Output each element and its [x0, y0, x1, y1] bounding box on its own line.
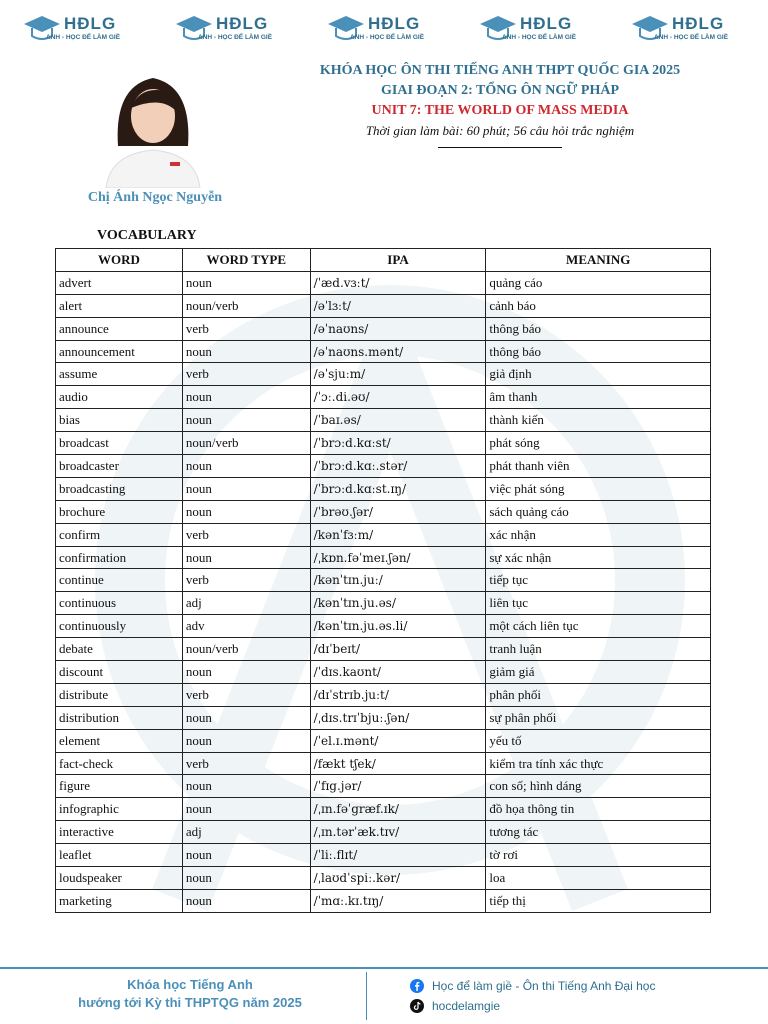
- table-row: [56, 706, 711, 729]
- table-row: [56, 409, 711, 432]
- brand-logo: [478, 10, 598, 50]
- ipa-cell: /kənˈtɪn.juː/: [310, 569, 486, 592]
- word-cell: interactive: [56, 821, 183, 844]
- table-row: [56, 477, 711, 500]
- table-row: [56, 569, 711, 592]
- logo-tagline: ANH - HỌC ĐỂ LÀM GIỀ: [46, 34, 121, 41]
- word-type-cell: verb: [182, 683, 310, 706]
- table-row: [56, 340, 711, 363]
- column-header-word: WORD: [56, 249, 183, 272]
- word-cell: assume: [56, 363, 183, 386]
- ipa-cell: /ˈæd.vɜːt/: [310, 271, 486, 294]
- ipa-cell: /ˌɪn.tərˈæk.tɪv/: [310, 821, 486, 844]
- meaning-cell: đồ họa thông tin: [486, 798, 711, 821]
- meaning-cell: tiếp tục: [486, 569, 711, 592]
- table-row: [56, 683, 711, 706]
- ipa-cell: /ˈbrɔːd.kɑːst.ɪŋ/: [310, 477, 486, 500]
- facebook-link[interactable]: [410, 976, 655, 996]
- footer-course-line1: Khóa học Tiếng Anh: [127, 977, 253, 992]
- word-type-cell: noun: [182, 455, 310, 478]
- table-row: [56, 638, 711, 661]
- word-type-cell: noun: [182, 798, 310, 821]
- table-row: [56, 661, 711, 684]
- word-type-cell: noun: [182, 775, 310, 798]
- word-cell: brochure: [56, 500, 183, 523]
- word-cell: confirm: [56, 523, 183, 546]
- ipa-cell: /ˌɪn.fəˈgræf.ɪk/: [310, 798, 486, 821]
- ipa-cell: /ˈdɪs.kaʊnt/: [310, 661, 486, 684]
- logo-brand: HĐLG: [672, 14, 725, 33]
- meaning-cell: sự phân phối: [486, 706, 711, 729]
- ipa-cell: /əˈnaʊns.mənt/: [310, 340, 486, 363]
- teacher-avatar: [100, 66, 206, 188]
- meaning-cell: quảng cáo: [486, 271, 711, 294]
- word-type-cell: noun: [182, 706, 310, 729]
- word-cell: figure: [56, 775, 183, 798]
- meaning-cell: phân phối: [486, 683, 711, 706]
- ipa-cell: /ˌlaʊdˈspiː.kər/: [310, 867, 486, 890]
- meaning-cell: kiểm tra tính xác thực: [486, 752, 711, 775]
- ipa-cell: /kənˈfɜːm/: [310, 523, 486, 546]
- table-row: [56, 729, 711, 752]
- course-title: KHÓA HỌC ÔN THI TIẾNG ANH THPT QUỐC GIA 2025: [319, 63, 681, 78]
- word-cell: loudspeaker: [56, 867, 183, 890]
- word-type-cell: adv: [182, 615, 310, 638]
- logo-brand: HĐLG: [520, 14, 573, 33]
- word-cell: leaflet: [56, 844, 183, 867]
- meaning-cell: việc phát sóng: [486, 477, 711, 500]
- logo-brand: HĐLG: [64, 14, 117, 33]
- meaning-cell: giảm giá: [486, 661, 711, 684]
- word-type-cell: adj: [182, 821, 310, 844]
- word-type-cell: noun/verb: [182, 638, 310, 661]
- word-type-cell: noun: [182, 271, 310, 294]
- word-type-cell: verb: [182, 317, 310, 340]
- footer-course-info: [40, 976, 340, 1012]
- table-row: [56, 317, 711, 340]
- logo-tagline: ANH - HỌC ĐỂ LÀM GIỀ: [502, 34, 577, 41]
- word-type-cell: verb: [182, 752, 310, 775]
- footer-course-line2: hướng tới Kỳ thi THPTQG năm 2025: [78, 995, 302, 1010]
- table-row: [56, 615, 711, 638]
- word-type-cell: noun/verb: [182, 294, 310, 317]
- table-row: [56, 592, 711, 615]
- meaning-cell: yếu tố: [486, 729, 711, 752]
- table-row: [56, 432, 711, 455]
- stage-title: GIAI ĐOẠN 2: TỔNG ÔN NGỮ PHÁP: [381, 83, 619, 98]
- meaning-cell: loa: [486, 867, 711, 890]
- word-cell: advert: [56, 271, 183, 294]
- logo-tagline: ANH - HỌC ĐỂ LÀM GIỀ: [350, 34, 425, 41]
- brand-logo: [174, 10, 294, 50]
- table-row: [56, 752, 711, 775]
- meaning-cell: cảnh báo: [486, 294, 711, 317]
- word-type-cell: noun: [182, 661, 310, 684]
- facebook-icon: [410, 979, 424, 993]
- ipa-cell: /ˈbrɔːd.kɑːst/: [310, 432, 486, 455]
- word-cell: broadcast: [56, 432, 183, 455]
- logo-strip: [0, 10, 768, 50]
- table-row: [56, 844, 711, 867]
- ipa-cell: /ˌdɪs.trɪˈbjuː.ʃən/: [310, 706, 486, 729]
- word-cell: confirmation: [56, 546, 183, 569]
- ipa-cell: /ˈfɪg.jər/: [310, 775, 486, 798]
- word-cell: continuous: [56, 592, 183, 615]
- ipa-cell: /əˈsjuːm/: [310, 363, 486, 386]
- ipa-cell: /ˌkɒn.fəˈmeɪ.ʃən/: [310, 546, 486, 569]
- column-header-word-type: WORD TYPE: [182, 249, 310, 272]
- ipa-cell: /fækt tʃek/: [310, 752, 486, 775]
- exam-time: Thời gian làm bài: 60 phút; 56 câu hỏi trắc nghiệm: [365, 123, 635, 138]
- meaning-cell: thành kiến: [486, 409, 711, 432]
- word-type-cell: noun: [182, 409, 310, 432]
- word-type-cell: verb: [182, 363, 310, 386]
- table-row: [56, 363, 711, 386]
- ipa-cell: /ˈbaɪ.əs/: [310, 409, 486, 432]
- meaning-cell: sách quảng cáo: [486, 500, 711, 523]
- word-type-cell: noun: [182, 889, 310, 912]
- word-cell: alert: [56, 294, 183, 317]
- footer-vertical-divider: [366, 972, 367, 1020]
- table-row: [56, 889, 711, 912]
- ipa-cell: /ˈɔː.di.əʊ/: [310, 386, 486, 409]
- word-cell: broadcaster: [56, 455, 183, 478]
- table-row: [56, 798, 711, 821]
- word-type-cell: verb: [182, 523, 310, 546]
- word-type-cell: noun: [182, 546, 310, 569]
- logo-brand: HĐLG: [368, 14, 421, 33]
- document-header: [260, 61, 740, 148]
- word-cell: continue: [56, 569, 183, 592]
- vocabulary-table: [55, 248, 711, 913]
- ipa-cell: /ˈbrəʊ.ʃər/: [310, 500, 486, 523]
- ipa-cell: /əˈnaʊns/: [310, 317, 486, 340]
- meaning-cell: một cách liên tục: [486, 615, 711, 638]
- brand-logo: [630, 10, 750, 50]
- meaning-cell: sự xác nhận: [486, 546, 711, 569]
- table-row: [56, 386, 711, 409]
- meaning-cell: phát thanh viên: [486, 455, 711, 478]
- table-row: [56, 500, 711, 523]
- meaning-cell: tờ rơi: [486, 844, 711, 867]
- meaning-cell: xác nhận: [486, 523, 711, 546]
- ipa-cell: /kənˈtɪn.ju.əs.li/: [310, 615, 486, 638]
- logo-brand: HĐLG: [216, 14, 269, 33]
- meaning-cell: phát sóng: [486, 432, 711, 455]
- meaning-cell: con số; hình dáng: [486, 775, 711, 798]
- brand-logo: [22, 10, 142, 50]
- word-type-cell: noun: [182, 500, 310, 523]
- logo-tagline: ANH - HỌC ĐỂ LÀM GIỀ: [198, 34, 273, 41]
- logo-tagline: ANH - HỌC ĐỂ LÀM GIỀ: [654, 34, 729, 41]
- meaning-cell: tranh luận: [486, 638, 711, 661]
- table-row: [56, 271, 711, 294]
- vocabulary-heading: VOCABULARY: [97, 228, 197, 243]
- column-header-meaning: MEANING: [486, 249, 711, 272]
- word-type-cell: noun: [182, 386, 310, 409]
- word-cell: continuously: [56, 615, 183, 638]
- table-row: [56, 546, 711, 569]
- table-row: [56, 821, 711, 844]
- word-type-cell: noun: [182, 867, 310, 890]
- word-cell: discount: [56, 661, 183, 684]
- ipa-cell: /ˈel.ɪ.mənt/: [310, 729, 486, 752]
- meaning-cell: liên tục: [486, 592, 711, 615]
- teacher-name: Chị Ánh Ngọc Nguyễn: [87, 190, 223, 205]
- word-cell: fact-check: [56, 752, 183, 775]
- meaning-cell: âm thanh: [486, 386, 711, 409]
- ipa-cell: /kənˈtɪn.ju.əs/: [310, 592, 486, 615]
- word-type-cell: noun: [182, 340, 310, 363]
- footer-divider-line: [0, 967, 768, 969]
- word-cell: announce: [56, 317, 183, 340]
- word-cell: audio: [56, 386, 183, 409]
- word-cell: element: [56, 729, 183, 752]
- word-cell: broadcasting: [56, 477, 183, 500]
- word-cell: bias: [56, 409, 183, 432]
- ipa-cell: /ˈmɑː.kɪ.tɪŋ/: [310, 889, 486, 912]
- table-row: [56, 867, 711, 890]
- word-type-cell: noun/verb: [182, 432, 310, 455]
- facebook-page-name: Học để làm giề - Ôn thi Tiếng Anh Đại học: [432, 979, 656, 993]
- table-row: [56, 523, 711, 546]
- word-cell: infographic: [56, 798, 183, 821]
- footer-social: [410, 976, 655, 1016]
- ipa-cell: /ˈliː.flɪt/: [310, 844, 486, 867]
- word-cell: marketing: [56, 889, 183, 912]
- meaning-cell: tiếp thị: [486, 889, 711, 912]
- word-type-cell: noun: [182, 729, 310, 752]
- brand-logo: [326, 10, 446, 50]
- unit-title: UNIT 7: THE WORLD OF MASS MEDIA: [371, 103, 629, 118]
- word-type-cell: adj: [182, 592, 310, 615]
- tiktok-icon: [410, 999, 424, 1013]
- word-cell: distribute: [56, 683, 183, 706]
- column-header-ipa: IPA: [310, 249, 486, 272]
- table-row: [56, 294, 711, 317]
- meaning-cell: tương tác: [486, 821, 711, 844]
- table-row: [56, 455, 711, 478]
- table-header-row: [56, 249, 711, 272]
- ipa-cell: /əˈlɜːt/: [310, 294, 486, 317]
- ipa-cell: /dɪˈbeɪt/: [310, 638, 486, 661]
- meaning-cell: giả định: [486, 363, 711, 386]
- word-cell: announcement: [56, 340, 183, 363]
- word-type-cell: noun: [182, 477, 310, 500]
- table-row: [56, 775, 711, 798]
- meaning-cell: thông báo: [486, 340, 711, 363]
- teacher-portrait-icon: [100, 66, 206, 188]
- ipa-cell: /dɪˈstrɪb.juːt/: [310, 683, 486, 706]
- header-rule: [438, 147, 562, 148]
- word-cell: distribution: [56, 706, 183, 729]
- meaning-cell: thông báo: [486, 317, 711, 340]
- tiktok-handle: hocdelamgie: [432, 999, 501, 1013]
- tiktok-link[interactable]: [410, 996, 655, 1016]
- word-type-cell: noun: [182, 844, 310, 867]
- word-type-cell: verb: [182, 569, 310, 592]
- word-cell: debate: [56, 638, 183, 661]
- ipa-cell: /ˈbrɔːd.kɑː.stər/: [310, 455, 486, 478]
